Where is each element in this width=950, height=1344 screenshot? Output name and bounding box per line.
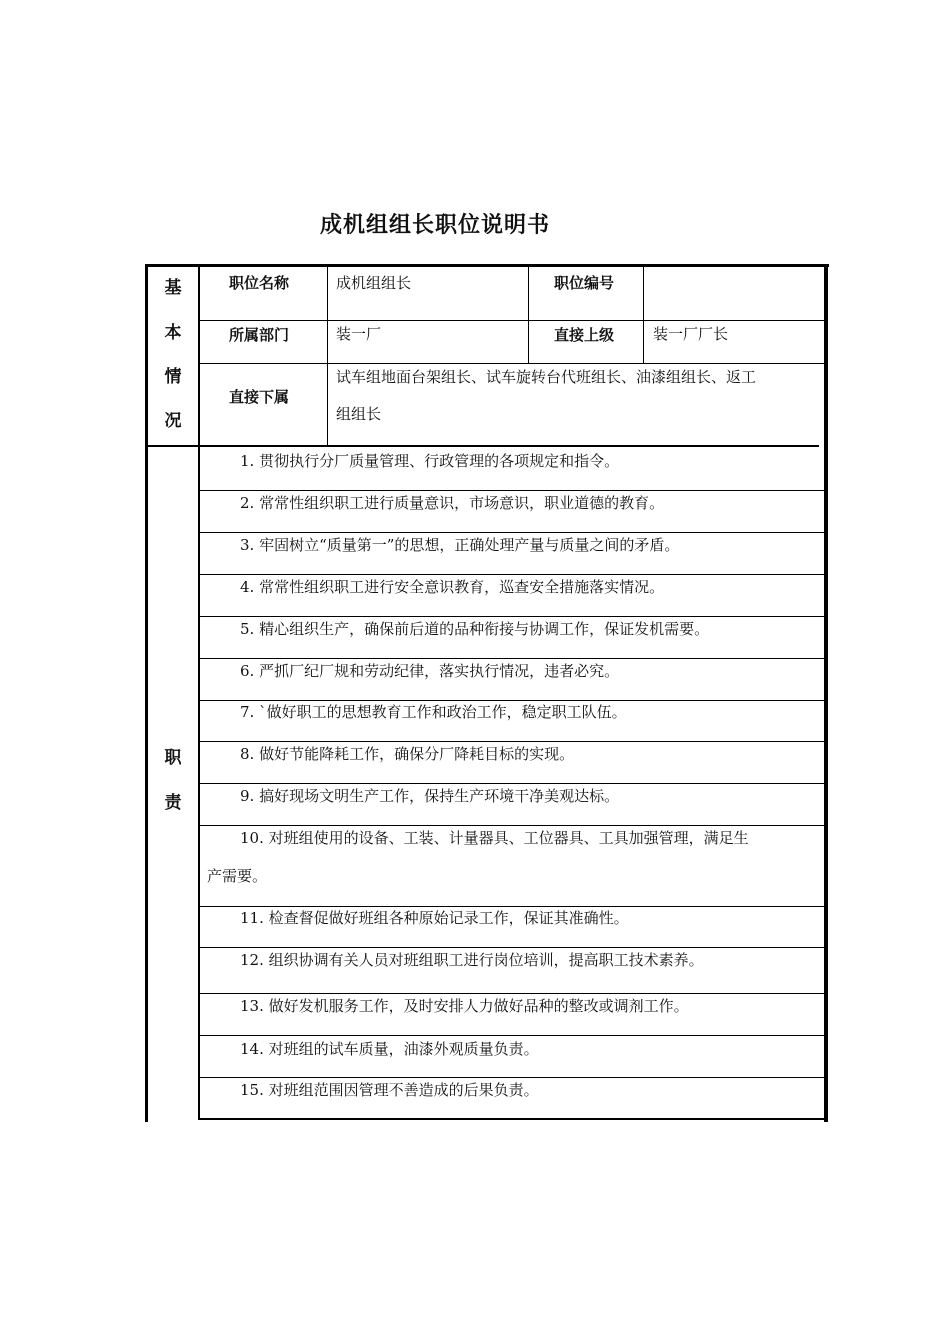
section-label-basic-1: 基: [164, 278, 182, 298]
duty-item-13: 13. 做好发机服务工作，及时安排人力做好品种的整改或调剂工作。: [240, 997, 689, 1015]
section-label-basic-3: 情: [164, 367, 182, 387]
superior-label: 直接上级: [554, 326, 615, 344]
department-label: 所属部门: [229, 326, 290, 344]
duty-item-5: 5. 精心组织生产，确保前后道的品种衔接与协调工作，保证发机需要。: [240, 620, 710, 638]
duty-item-9: 9. 搞好现场文明生产工作，保持生产环境干净美观达标。: [240, 787, 620, 805]
section-label-duties-1: 职: [164, 748, 182, 768]
section-label-basic-2: 本: [164, 323, 182, 343]
duty-item-12: 12. 组织协调有关人员对班组职工进行岗位培训，提高职工技术素养。: [240, 951, 704, 969]
position-code-label: 职位编号: [554, 274, 615, 292]
duty-item-2: 2. 常常性组织职工进行质量意识，市场意识，职业道德的教育。: [240, 494, 665, 512]
duty-item-6: 6. 严抓厂纪厂规和劳动纪律，落实执行情况，违者必究。: [240, 662, 620, 680]
superior-value: 装一厂厂长: [653, 325, 729, 343]
page-title: 成机组组长职位说明书: [319, 213, 550, 238]
duty-item-4: 4. 常常性组织职工进行安全意识教育，巡查安全措施落实情况。: [240, 578, 665, 596]
duty-item-11: 11. 检查督促做好班组各种原始记录工作，保证其准确性。: [240, 909, 629, 927]
duty-item-10-cont: 产需要。: [207, 867, 268, 885]
subordinate-value-line1: 试车组地面台架组长、试车旋转台代班组长、油漆组组长、返工: [336, 368, 757, 386]
duty-item-15: 15. 对班组范围因管理不善造成的后果负责。: [240, 1081, 539, 1099]
duty-item-1: 1. 贯彻执行分厂质量管理、行政管理的各项规定和指令。: [240, 452, 620, 470]
section-label-duties-2: 责: [164, 793, 182, 813]
duty-item-10: 10. 对班组使用的设备、工装、计量器具、工位器具、工具加强管理，满足生: [240, 829, 749, 847]
section-label-basic-4: 况: [164, 411, 182, 431]
duty-item-7: 7. `做好职工的思想教育工作和政治工作，稳定职工队伍。: [240, 703, 627, 721]
duty-item-3: 3. 牢固树立“质量第一”的思想，正确处理产量与质量之间的矛盾。: [240, 536, 680, 554]
subordinate-label: 直接下属: [229, 388, 290, 406]
subordinate-value-line2: 组组长: [336, 405, 382, 423]
department-value: 装一厂: [336, 325, 382, 343]
position-name-label: 职位名称: [229, 274, 290, 292]
position-name-value: 成机组组长: [336, 274, 412, 292]
duty-item-14: 14. 对班组的试车质量，油漆外观质量负责。: [240, 1040, 539, 1058]
duty-item-8: 8. 做好节能降耗工作，确保分厂降耗目标的实现。: [240, 745, 575, 763]
